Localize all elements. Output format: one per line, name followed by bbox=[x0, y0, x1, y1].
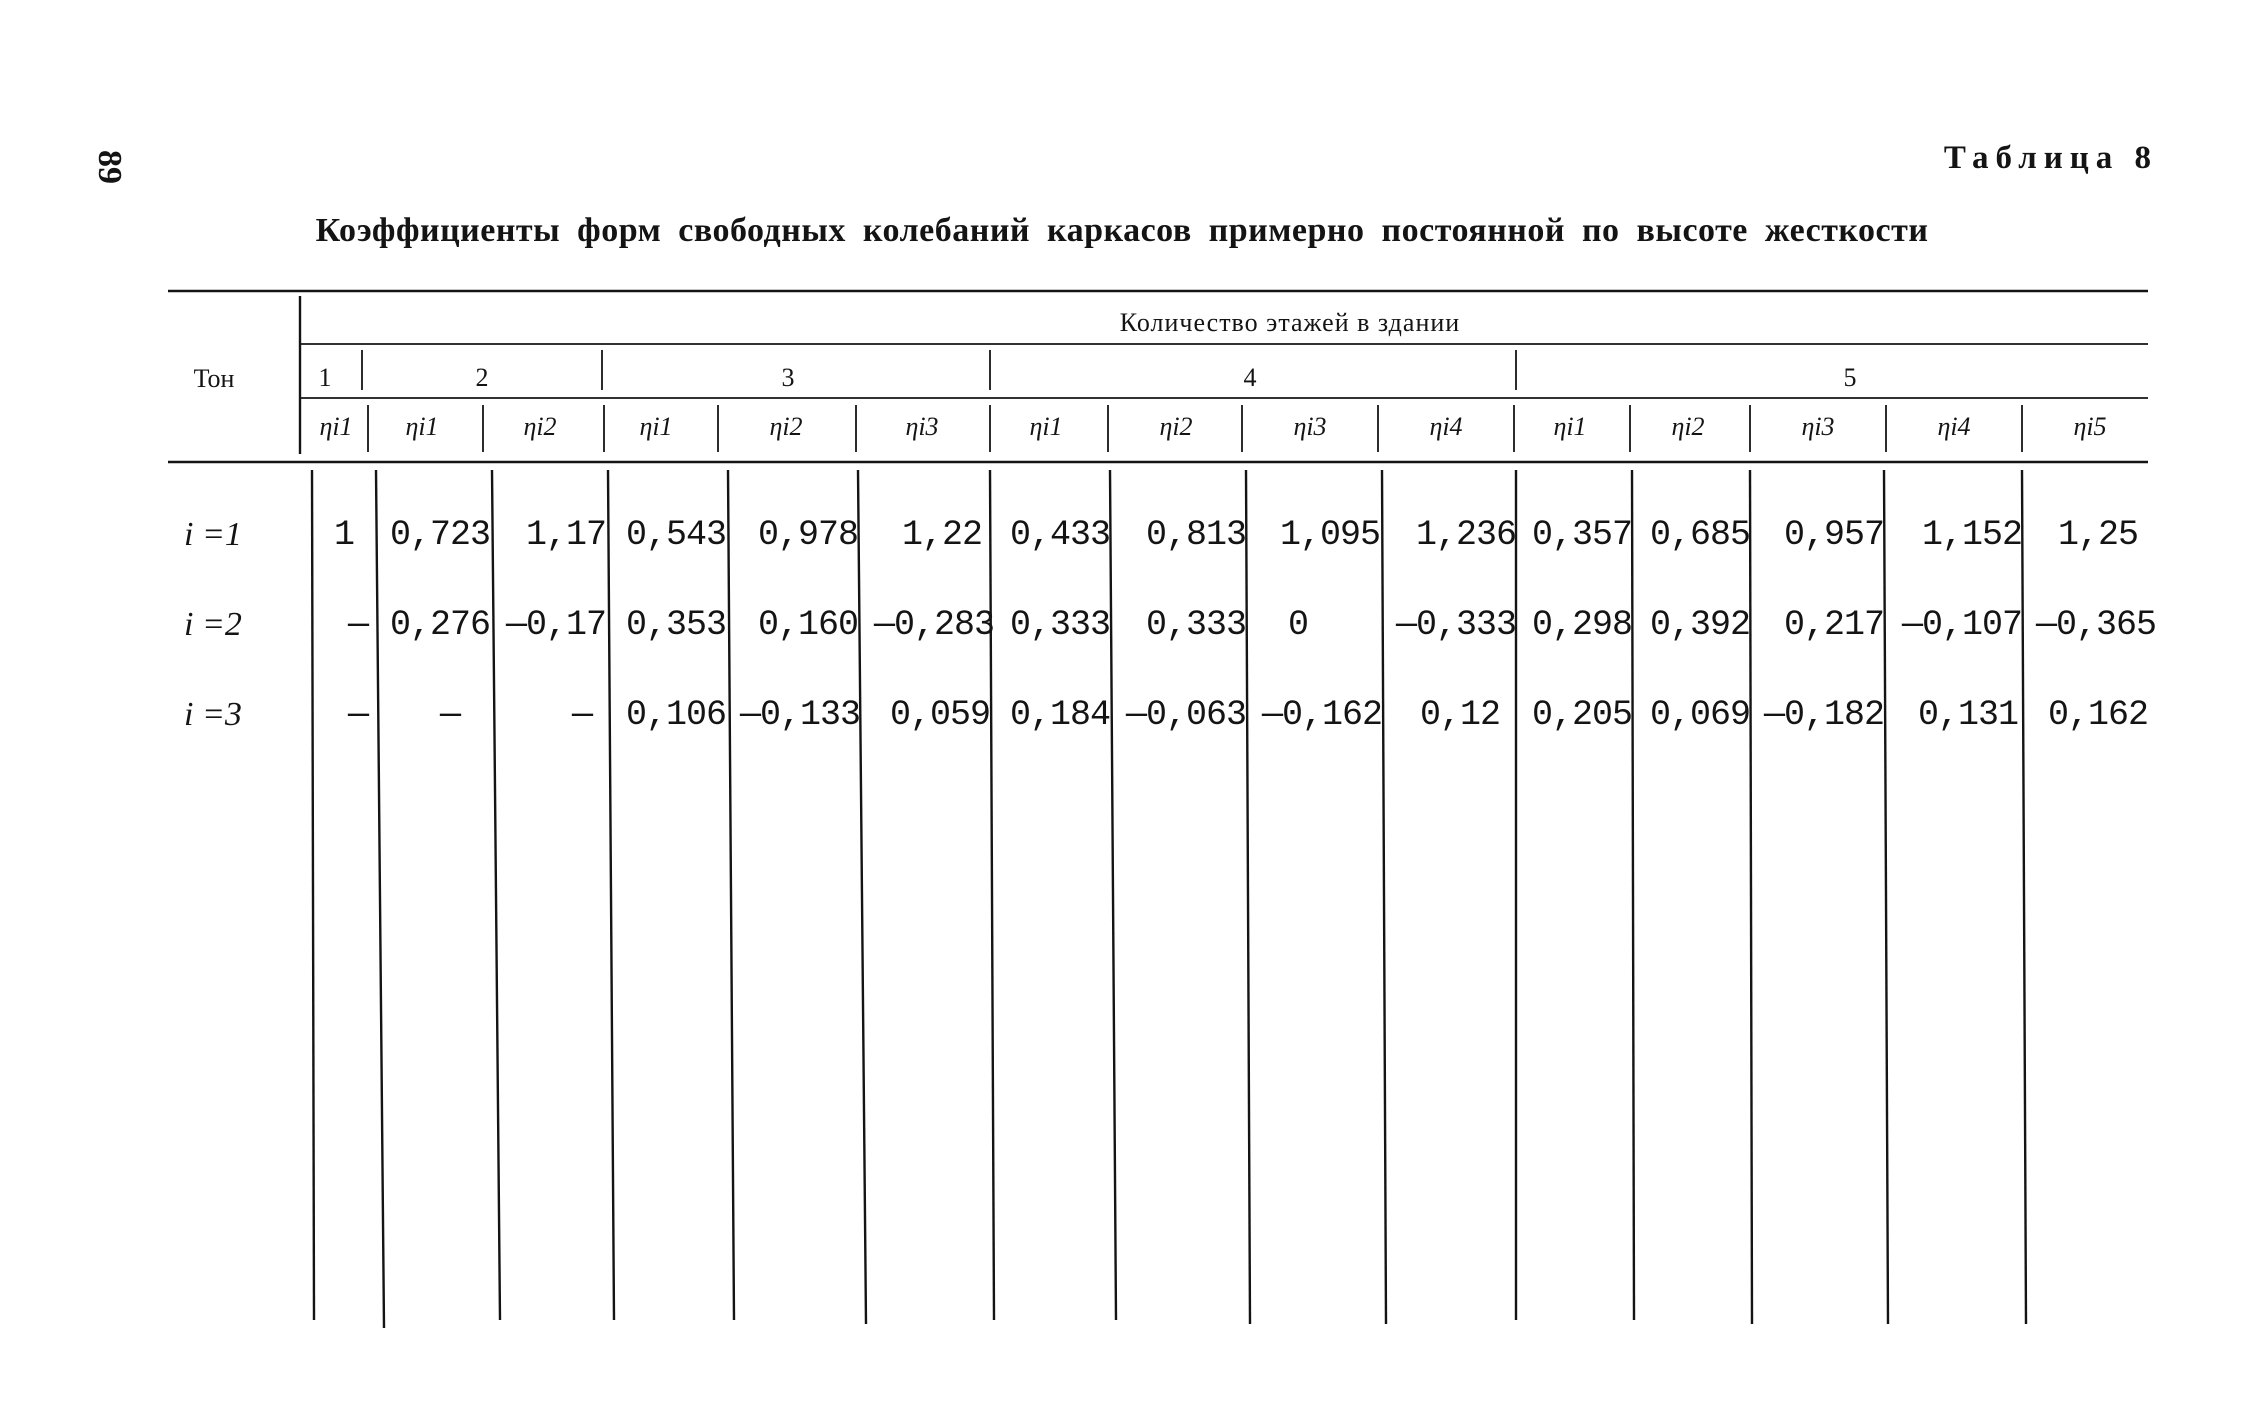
table-cell: —0,133 bbox=[739, 695, 860, 735]
group-header-2: 2 bbox=[475, 363, 489, 392]
column-rule bbox=[858, 470, 866, 1324]
table-cell: 1,152 bbox=[1921, 515, 2022, 555]
subheader-cell: ηi1 bbox=[1029, 412, 1063, 441]
table-cell: 1,25 bbox=[2057, 515, 2138, 555]
row-label-3: i =3 bbox=[184, 696, 242, 733]
subheader-cell: ηi2 bbox=[523, 412, 557, 441]
table-cell: 0,298 bbox=[1531, 605, 1632, 645]
table-caption: Коэффициенты форм свободных колебаний каркасов примерно постоянной по высоте жесткости bbox=[315, 212, 1929, 249]
table-cell: 0,543 bbox=[625, 515, 726, 555]
page-number: 89 bbox=[91, 150, 128, 184]
column-rule bbox=[1110, 470, 1116, 1320]
column-rule bbox=[312, 470, 314, 1320]
subheader-cell: ηi1 bbox=[1553, 412, 1587, 441]
column-rule bbox=[1632, 470, 1634, 1320]
table-cell: 0,392 bbox=[1649, 605, 1750, 645]
column-rule bbox=[376, 470, 384, 1328]
table-cell: 0,160 bbox=[757, 605, 858, 645]
subheader-cell: ηi4 bbox=[1937, 412, 1971, 441]
table-cell: 0,217 bbox=[1783, 605, 1884, 645]
column-rule bbox=[492, 470, 500, 1320]
table-cell: —0,107 bbox=[1901, 605, 2022, 645]
table-cell: 0,12 bbox=[1419, 695, 1500, 735]
table-cell: 0,131 bbox=[1917, 695, 2018, 735]
subheader-cell: ηi3 bbox=[1293, 412, 1327, 441]
table-cell: 0,353 bbox=[625, 605, 726, 645]
table-cell: 0,357 bbox=[1531, 515, 1632, 555]
table-cell: 0,685 bbox=[1649, 515, 1750, 555]
table-cell: 1,236 bbox=[1415, 515, 1516, 555]
subheader-cell: ηi3 bbox=[1801, 412, 1835, 441]
table-cell: 1 bbox=[333, 515, 354, 555]
table-cell: 0,813 bbox=[1145, 515, 1246, 555]
table-label: Таблица 8 bbox=[1943, 140, 2158, 176]
table-cell: 0,433 bbox=[1009, 515, 1110, 555]
table-cell: 0 bbox=[1287, 605, 1308, 645]
table-cell: —0,162 bbox=[1261, 695, 1382, 735]
table-cell: 0,205 bbox=[1531, 695, 1632, 735]
table-cell: —0,063 bbox=[1125, 695, 1246, 735]
table-cell: — bbox=[347, 695, 368, 735]
subheader-cell: ηi1 bbox=[319, 412, 353, 441]
column-rule bbox=[608, 470, 614, 1320]
subheader-cell: ηi3 bbox=[905, 412, 939, 441]
table-cell: 1,22 bbox=[901, 515, 982, 555]
table-cell: — bbox=[439, 695, 460, 735]
group-header-5: 5 bbox=[1843, 363, 1857, 392]
table-cell: 0,106 bbox=[625, 695, 726, 735]
column-rule bbox=[2022, 470, 2026, 1324]
column-rule bbox=[1750, 470, 1752, 1324]
subheader-cell: ηi2 bbox=[1671, 412, 1705, 441]
table-cell: —0,182 bbox=[1763, 695, 1884, 735]
subheader-cell: ηi5 bbox=[2073, 412, 2107, 441]
table-cell: 1,17 bbox=[525, 515, 606, 555]
table-cell: 0,059 bbox=[889, 695, 990, 735]
table-cell: —0,333 bbox=[1395, 605, 1516, 645]
group-header-4: 4 bbox=[1243, 363, 1257, 392]
table-cell: — bbox=[347, 605, 368, 645]
column-rule bbox=[1246, 470, 1250, 1324]
subheader-cell: ηi1 bbox=[639, 412, 673, 441]
subheader-cell: ηi1 bbox=[405, 412, 439, 441]
column-rule bbox=[1884, 470, 1888, 1324]
table-cell: 0,069 bbox=[1649, 695, 1750, 735]
column-rule bbox=[990, 470, 994, 1320]
table-cell: 1,095 bbox=[1279, 515, 1380, 555]
table-cell: 0,723 bbox=[389, 515, 490, 555]
table-cell: —0,17 bbox=[505, 605, 606, 645]
table-cell: —0,283 bbox=[873, 605, 994, 645]
subheader-cell: ηi2 bbox=[769, 412, 803, 441]
table-cell: 0,162 bbox=[2047, 695, 2148, 735]
table-cell: — bbox=[571, 695, 592, 735]
table-cell: 0,978 bbox=[757, 515, 858, 555]
tone-header: Тон bbox=[193, 364, 235, 393]
group-header-1: 1 bbox=[318, 363, 332, 392]
subheader-cell: ηi2 bbox=[1159, 412, 1193, 441]
table-cell: 0,184 bbox=[1009, 695, 1110, 735]
floors-header: Количество этажей в здании bbox=[1119, 308, 1461, 337]
table-cell: 0,333 bbox=[1009, 605, 1110, 645]
group-header-3: 3 bbox=[781, 363, 795, 392]
row-label-2: i =2 bbox=[184, 606, 242, 643]
column-rule bbox=[1382, 470, 1386, 1324]
row-label-1: i =1 bbox=[184, 516, 242, 553]
subheader-cell: ηi4 bbox=[1429, 412, 1463, 441]
table-cell: —0,365 bbox=[2035, 605, 2156, 645]
column-rule bbox=[728, 470, 734, 1320]
table-cell: 0,276 bbox=[389, 605, 490, 645]
table-cell: 0,333 bbox=[1145, 605, 1246, 645]
table-cell: 0,957 bbox=[1783, 515, 1884, 555]
